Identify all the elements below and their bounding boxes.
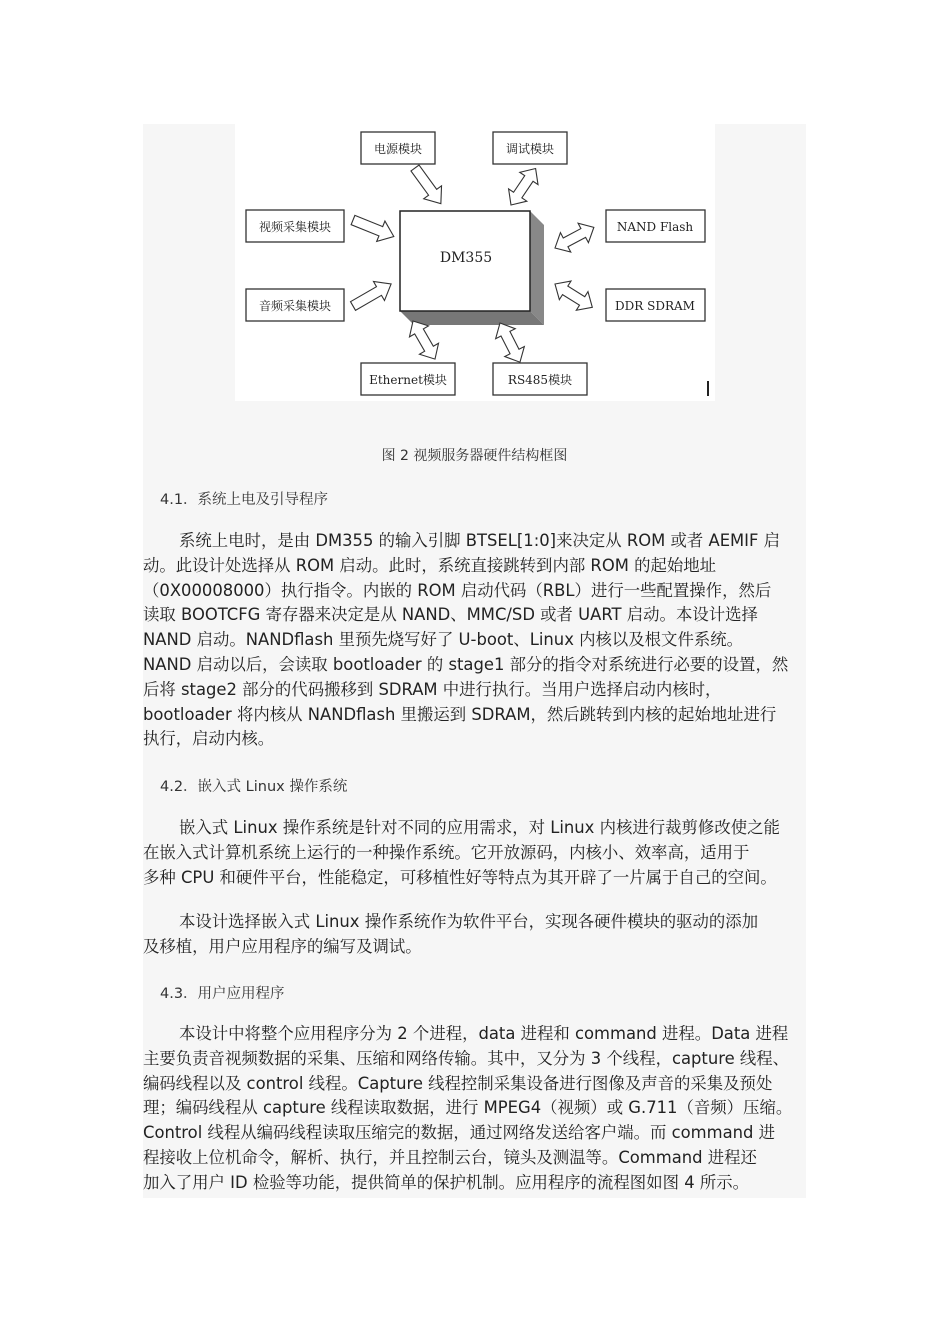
debug-module-box [493,132,567,164]
arrow-ddr-dm355 [549,275,598,317]
section-heading-4-1: 4.1．系统上电及引导程序 [160,492,329,508]
text-cursor [707,381,709,396]
svg-text:电源模块: 电源模块 [373,142,423,156]
svg-text:视频采集模块: 视频采集模块 [258,220,332,234]
paragraph-4-1: 系统上电时，是由 DM355 的输入引脚 BTSEL[1:0]来决定从 ROM 或者 AEMIF 启 动。此设计处选择从 ROM 启动。此时，系统直接跳转到内部 ROM 的起始地址 （0X00008000）执行指令。内嵌的 ROM 启动代码（RBL）进行一些配置操作，然后 读取 BOOTCFG 寄存器来决定是从 NAND、MMC/SD 或者 UART 启动。本设计选择 NAND 启动。NANDflash 里预先烧写好了 U-boot、Linux 内核以及根文件系统。 NAND 启动以后，会读取 bootloader 的 stage1 部分的指令对系统进行必要的设置，然 后将 stage2 部分的代码搬移到 SDRAM 中进行执行。当用户选择启动内核时， bootloader 将内核从 NANDflash 里搬运到 SDRAM，然后跳转到内核的起始地址进行 执行，启动内核。 [143,531,789,749]
section-heading-4-3: 4.3．用户应用程序 [160,986,285,1002]
section-heading-4-2: 4.2．嵌入式 Linux 操作系统 [160,779,348,795]
ddr-sdram-box [606,289,705,321]
svg-text:音频采集模块: 音频采集模块 [258,299,332,313]
audio-capture-module-box [246,289,344,321]
paragraph-4-2-a: 嵌入式 Linux 操作系统是针对不同的应用需求，对 Linux 内核进行裁剪修改使之能 在嵌入式计算机系统上运行的一种操作系统。它开放源码，内核小、效率高，适用于 多种 CPU 和硬件平台，性能稳定，可移植性好等特点为其开辟了一片属于自己的空间。 [143,818,780,887]
svg-text:Ethernet模块: Ethernet模块 [369,373,447,387]
arrow-audio-to-dm355 [348,274,397,315]
svg-text:RS485模块: RS485模块 [507,373,573,387]
power-module-box [361,132,435,164]
svg-text:DDR SDRAM: DDR SDRAM [615,299,695,313]
figure-caption: 图 2 视频服务器硬件结构框图 [381,448,568,464]
svg-text:NAND Flash: NAND Flash [616,220,694,234]
nand-flash-box [606,210,705,242]
rs485-module-box [493,363,587,395]
arrow-power-to-dm355 [406,162,450,211]
arrow-debug-dm355 [502,162,545,211]
arrow-video-to-dm355 [349,210,398,247]
video-capture-module-box [246,210,344,242]
svg-text:调试模块: 调试模块 [505,142,555,156]
ethernet-module-box [361,363,455,395]
hardware-block-diagram [235,124,715,401]
paragraph-4-3: 本设计中将整个应用程序分为 2 个进程，data 进程和 command 进程。Data 进程 主要负责音视频数据的采集、压缩和网络传输。其中，又分为 3 个线程，capture 线程、 编码线程以及 control 线程。Capture 线程控制采集设备进行图像及声音的采集及预处 理；编码线程从 capture 线程读取数据，进行 MPEG4（视频）或 G.711（音频）压缩。 Control 线程从编码线程读取压缩完的数据，通过网络发送给客户端。而 command 进 程接收上位机命令，解析、执行，并且控制云台，镜头及测温等。Command 进程还 加入了用户 ID 检验等功能，提供简单的保护机制。应用程序的流程图如图 4 所示。 [143,1024,793,1192]
arrow-nand-dm355 [550,218,599,258]
dm355-label: DM355 [439,250,493,266]
arrow-rs485-dm355 [490,318,530,367]
paragraph-4-2-b: 本设计选择嵌入式 Linux 操作系统作为软件平台，实现各硬件模块的驱动的添加 及移植，用户应用程序的编写及调试。 [143,912,759,956]
